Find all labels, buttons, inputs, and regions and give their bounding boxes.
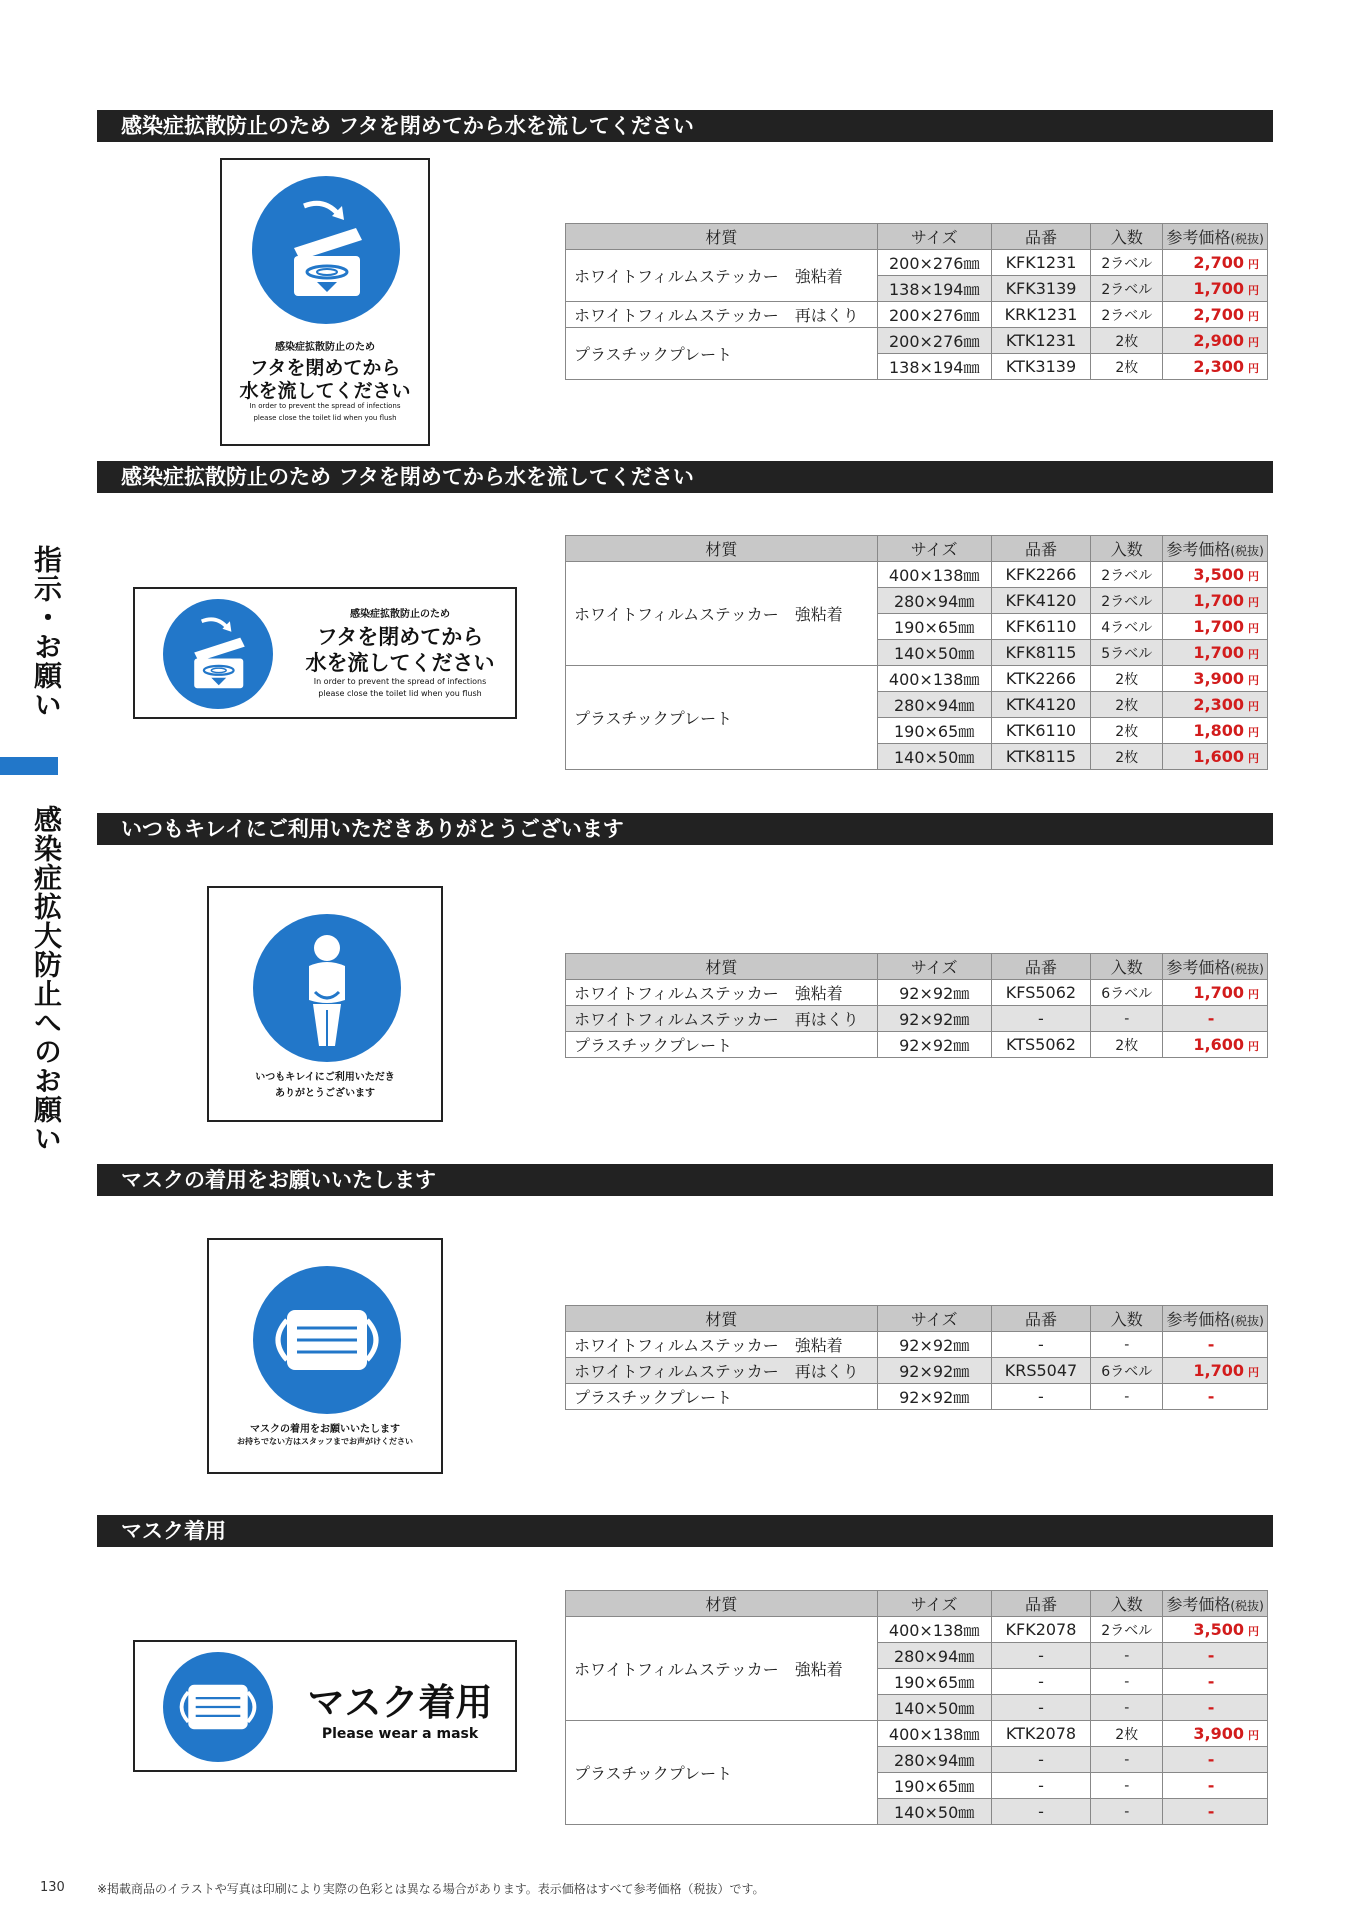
header-material: 材質	[566, 1306, 878, 1332]
qty-cell: 6ラベル	[1091, 1358, 1163, 1384]
toilet-lid-sign-portrait	[220, 158, 430, 446]
qty-cell: 2ラベル	[1091, 302, 1163, 328]
code-cell: KRS5047	[991, 1358, 1091, 1384]
toilet-lid-icon	[163, 599, 273, 709]
size-cell: 92×92㎜	[877, 1006, 991, 1032]
code-cell: -	[991, 1006, 1091, 1032]
sign-line1: マスクの着用をお願いいたします	[250, 1424, 400, 1435]
header-size: サイズ	[877, 1591, 991, 1617]
sign-en2: please close the toilet lid when you flush	[318, 689, 482, 698]
footer-note: ※掲載商品のイラストや写真は印刷により実際の色彩とは異なる場合があります。表示価格はすべて参考価格（税抜）です。	[97, 1882, 765, 1896]
size-cell: 138×194㎜	[877, 354, 991, 380]
code-cell: -	[991, 1669, 1091, 1695]
qty-cell: -	[1091, 1669, 1163, 1695]
code-cell: -	[991, 1643, 1091, 1669]
size-cell: 92×92㎜	[877, 1384, 991, 1410]
code-cell: KTK3139	[991, 354, 1091, 380]
code-cell: KTK2078	[991, 1721, 1091, 1747]
header-code: 品番	[991, 954, 1091, 980]
size-cell: 140×50㎜	[877, 1695, 991, 1721]
spec-table-1	[565, 223, 1268, 380]
sign-en1: In order to prevent the spread of infections	[249, 402, 401, 410]
header-qty: 入数	[1091, 536, 1163, 562]
side-accent-bar	[0, 757, 58, 775]
toilet-lid-icon	[252, 176, 400, 324]
price-cell: 3,500 円	[1163, 562, 1268, 588]
material-cell: ホワイトフィルムステッカー 強粘着	[566, 1617, 878, 1721]
qty-cell: 2枚	[1091, 692, 1163, 718]
price-cell: -	[1163, 1799, 1268, 1825]
material-cell: ホワイトフィルムステッカー 再はくり	[566, 302, 878, 328]
size-cell: 190×65㎜	[877, 614, 991, 640]
sign-en1: In order to prevent the spread of infections	[313, 677, 487, 686]
qty-cell: -	[1091, 1747, 1163, 1773]
spec-table-2	[565, 535, 1268, 770]
qty-cell: 5ラベル	[1091, 640, 1163, 666]
size-cell: 138×194㎜	[877, 276, 991, 302]
section-title-3: いつもキレイにご利用いただきありがとうございます	[97, 813, 1273, 845]
header-price: 参考価格(税抜)	[1163, 1591, 1268, 1617]
material-cell: ホワイトフィルムステッカー 強粘着	[566, 562, 878, 666]
size-cell: 400×138㎜	[877, 1617, 991, 1643]
material-cell: ホワイトフィルムステッカー 強粘着	[566, 980, 878, 1006]
code-cell: -	[991, 1799, 1091, 1825]
qty-cell: 2ラベル	[1091, 276, 1163, 302]
size-cell: 92×92㎜	[877, 1358, 991, 1384]
price-cell: 1,700 円	[1163, 614, 1268, 640]
material-cell: プラスチックプレート	[566, 328, 878, 380]
price-cell: 2,700 円	[1163, 250, 1268, 276]
header-code: 品番	[991, 536, 1091, 562]
header-qty: 入数	[1091, 224, 1163, 250]
price-cell: -	[1163, 1695, 1268, 1721]
header-price: 参考価格(税抜)	[1163, 536, 1268, 562]
sign-line2: フタを閉めてから	[249, 357, 401, 379]
side-label-bottom: 感染症拡大防止へのお願い	[30, 805, 63, 1153]
section-title-4: マスクの着用をお願いいたします	[97, 1164, 1273, 1196]
price-cell: -	[1163, 1669, 1268, 1695]
code-cell: KTK1231	[991, 328, 1091, 354]
code-cell: KTK2266	[991, 666, 1091, 692]
header-size: サイズ	[877, 224, 991, 250]
qty-cell: 4ラベル	[1091, 614, 1163, 640]
thank-you-sign	[207, 886, 443, 1122]
side-label-top: 指示・お願い	[30, 545, 63, 719]
code-cell: KFK1231	[991, 250, 1091, 276]
price-cell: -	[1163, 1384, 1268, 1410]
sign-en1: Please wear a mask	[321, 1726, 479, 1742]
code-cell: KTK8115	[991, 744, 1091, 770]
section-title-2: 感染症拡散防止のため フタを閉めてから水を流してください	[97, 461, 1273, 493]
code-cell: KTK6110	[991, 718, 1091, 744]
toilet-lid-pictogram	[163, 599, 273, 709]
price-cell: 1,700 円	[1163, 980, 1268, 1006]
mask-pictogram	[163, 1652, 273, 1762]
size-cell: 92×92㎜	[877, 1332, 991, 1358]
code-cell: KRK1231	[991, 302, 1091, 328]
code-cell: -	[991, 1384, 1091, 1410]
price-cell: 2,900 円	[1163, 328, 1268, 354]
mask-pictogram	[253, 1266, 401, 1414]
code-cell: KFK8115	[991, 640, 1091, 666]
sign-line1: マスク着用	[307, 1681, 493, 1724]
mask-request-sign	[207, 1238, 443, 1474]
section-title-1: 感染症拡散防止のため フタを閉めてから水を流してください	[97, 110, 1273, 142]
size-cell: 200×276㎜	[877, 250, 991, 276]
material-cell: ホワイトフィルムステッカー 再はくり	[566, 1358, 878, 1384]
material-cell: プラスチックプレート	[566, 1384, 878, 1410]
material-cell: プラスチックプレート	[566, 1721, 878, 1825]
sign-line2: ありがとうございます	[275, 1088, 375, 1099]
header-material: 材質	[566, 224, 878, 250]
qty-cell: -	[1091, 1384, 1163, 1410]
qty-cell: 2枚	[1091, 718, 1163, 744]
size-cell: 280×94㎜	[877, 588, 991, 614]
price-cell: -	[1163, 1332, 1268, 1358]
code-cell: KTK4120	[991, 692, 1091, 718]
qty-cell: -	[1091, 1006, 1163, 1032]
section-title-5: マスク着用	[97, 1515, 1273, 1547]
code-cell: -	[991, 1695, 1091, 1721]
sign-line2: お持ちでない方はスタッフまでお声がけください	[237, 1437, 413, 1446]
qty-cell: -	[1091, 1799, 1163, 1825]
material-cell: ホワイトフィルムステッカー 強粘着	[566, 1332, 878, 1358]
price-cell: 1,600 円	[1163, 1032, 1268, 1058]
header-material: 材質	[566, 536, 878, 562]
price-cell: 3,500 円	[1163, 1617, 1268, 1643]
header-qty: 入数	[1091, 1591, 1163, 1617]
code-cell: KFK4120	[991, 588, 1091, 614]
size-cell: 400×138㎜	[877, 1721, 991, 1747]
code-cell: KFK2266	[991, 562, 1091, 588]
size-cell: 190×65㎜	[877, 718, 991, 744]
qty-cell: -	[1091, 1773, 1163, 1799]
qty-cell: 2枚	[1091, 666, 1163, 692]
size-cell: 280×94㎜	[877, 1747, 991, 1773]
spec-table-4	[565, 1305, 1268, 1410]
qty-cell: -	[1091, 1332, 1163, 1358]
header-qty: 入数	[1091, 954, 1163, 980]
price-cell: 1,800 円	[1163, 718, 1268, 744]
toilet-lid-sign-landscape	[133, 587, 517, 719]
spec-table-3	[565, 953, 1268, 1058]
toilet-lid-pictogram	[252, 176, 400, 324]
price-cell: 1,700 円	[1163, 276, 1268, 302]
code-cell: KFK6110	[991, 614, 1091, 640]
price-cell: 2,300 円	[1163, 692, 1268, 718]
qty-cell: 2ラベル	[1091, 562, 1163, 588]
code-cell: KFK2078	[991, 1617, 1091, 1643]
bowing-person-icon	[253, 914, 401, 1062]
header-size: サイズ	[877, 1306, 991, 1332]
size-cell: 190×65㎜	[877, 1669, 991, 1695]
header-qty: 入数	[1091, 1306, 1163, 1332]
price-cell: 3,900 円	[1163, 1721, 1268, 1747]
header-code: 品番	[991, 224, 1091, 250]
size-cell: 200×276㎜	[877, 328, 991, 354]
size-cell: 140×50㎜	[877, 1799, 991, 1825]
sign-line1: いつもキレイにご利用いただき	[255, 1072, 395, 1083]
header-size: サイズ	[877, 536, 991, 562]
material-cell: ホワイトフィルムステッカー 強粘着	[566, 250, 878, 302]
code-cell: -	[991, 1332, 1091, 1358]
price-cell: 1,700 円	[1163, 588, 1268, 614]
code-cell: KFS5062	[991, 980, 1091, 1006]
price-cell: -	[1163, 1773, 1268, 1799]
price-cell: 1,600 円	[1163, 744, 1268, 770]
size-cell: 140×50㎜	[877, 744, 991, 770]
page-number: 130	[40, 1880, 65, 1895]
header-material: 材質	[566, 1591, 878, 1617]
material-cell: ホワイトフィルムステッカー 再はくり	[566, 1006, 878, 1032]
code-cell: KFK3139	[991, 276, 1091, 302]
qty-cell: 2枚	[1091, 354, 1163, 380]
qty-cell: 2枚	[1091, 744, 1163, 770]
price-cell: 3,900 円	[1163, 666, 1268, 692]
mask-icon	[253, 1266, 401, 1414]
qty-cell: 2枚	[1091, 328, 1163, 354]
bowing-person-pictogram	[253, 914, 401, 1062]
price-cell: -	[1163, 1747, 1268, 1773]
mask-wear-sign	[133, 1640, 517, 1772]
material-cell: プラスチックプレート	[566, 666, 878, 770]
spec-table-5	[565, 1590, 1268, 1825]
sign-line3: 水を流してください	[239, 380, 411, 402]
price-cell: 2,300 円	[1163, 354, 1268, 380]
sign-en2: please close the toilet lid when you flush	[253, 414, 397, 422]
size-cell: 400×138㎜	[877, 562, 991, 588]
header-price: 参考価格(税抜)	[1163, 954, 1268, 980]
size-cell: 200×276㎜	[877, 302, 991, 328]
qty-cell: -	[1091, 1695, 1163, 1721]
material-cell: プラスチックプレート	[566, 1032, 878, 1058]
size-cell: 280×94㎜	[877, 1643, 991, 1669]
code-cell: KTS5062	[991, 1032, 1091, 1058]
qty-cell: 2枚	[1091, 1032, 1163, 1058]
price-cell: -	[1163, 1643, 1268, 1669]
mask-icon	[163, 1652, 273, 1762]
price-cell: 1,700 円	[1163, 1358, 1268, 1384]
qty-cell: 2ラベル	[1091, 1617, 1163, 1643]
size-cell: 280×94㎜	[877, 692, 991, 718]
size-cell: 190×65㎜	[877, 1773, 991, 1799]
header-price: 参考価格(税抜)	[1163, 224, 1268, 250]
header-size: サイズ	[877, 954, 991, 980]
header-price: 参考価格(税抜)	[1163, 1306, 1268, 1332]
sign-line3: 水を流してください	[305, 651, 495, 675]
size-cell: 140×50㎜	[877, 640, 991, 666]
sign-line1: 感染症拡散防止のため	[275, 342, 375, 353]
header-code: 品番	[991, 1591, 1091, 1617]
qty-cell: -	[1091, 1643, 1163, 1669]
price-cell: 1,700 円	[1163, 640, 1268, 666]
size-cell: 92×92㎜	[877, 1032, 991, 1058]
qty-cell: 2枚	[1091, 1721, 1163, 1747]
size-cell: 400×138㎜	[877, 666, 991, 692]
sign-line1: 感染症拡散防止のため	[350, 609, 450, 620]
price-cell: -	[1163, 1006, 1268, 1032]
qty-cell: 2ラベル	[1091, 250, 1163, 276]
code-cell: -	[991, 1773, 1091, 1799]
size-cell: 92×92㎜	[877, 980, 991, 1006]
price-cell: 2,700 円	[1163, 302, 1268, 328]
qty-cell: 6ラベル	[1091, 980, 1163, 1006]
qty-cell: 2ラベル	[1091, 588, 1163, 614]
header-code: 品番	[991, 1306, 1091, 1332]
code-cell: -	[991, 1747, 1091, 1773]
header-material: 材質	[566, 954, 878, 980]
sign-line2: フタを閉めてから	[316, 625, 484, 649]
